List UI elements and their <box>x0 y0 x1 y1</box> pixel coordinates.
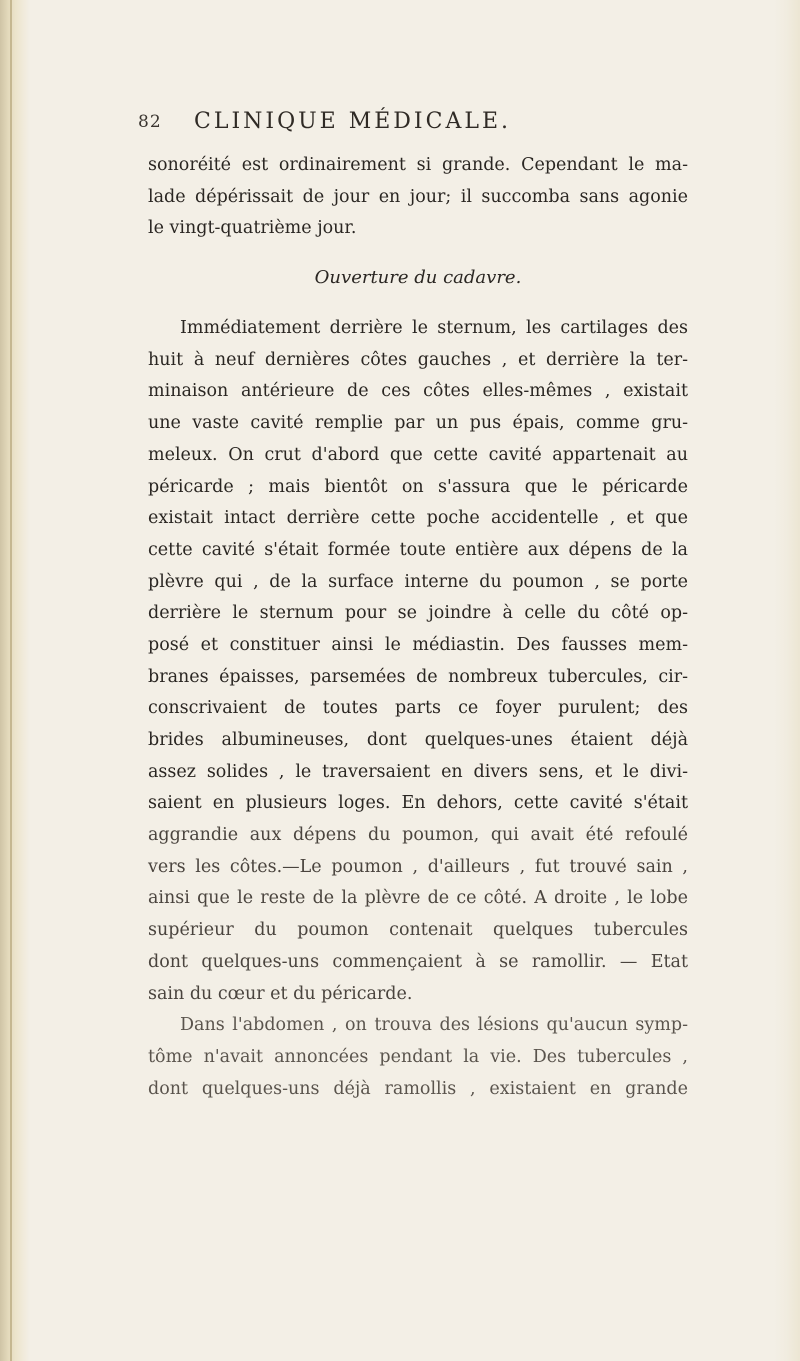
text-line: posé et constituer ainsi le médiastin. Des fausses mem- <box>148 634 688 655</box>
text-line: Dans l'abdomen , on trouva des lésions qu'aucun symp- <box>180 1015 688 1036</box>
text-line: vers les côtes.—Le poumon , d'ailleurs , fut trouvé sain , <box>148 856 688 877</box>
text-line: cette cavité s'était formée toute entière aux dépens de la <box>148 539 688 560</box>
text-line: le vingt-quatrième jour. <box>148 218 357 239</box>
text-line: assez solides , le traversaient en divers sens, et le divi- <box>148 761 688 782</box>
running-title: CLINIQUE MÉDICALE. <box>194 109 512 134</box>
binding-edge-line <box>10 0 12 1361</box>
text-line: sain du cœur et du péricarde. <box>148 983 413 1004</box>
text-line: dont quelques-uns déjà ramollis , existaient en grande <box>148 1078 688 1099</box>
text-line: sonoréité est ordinairement si grande. Cependant le ma- <box>148 155 688 175</box>
text-line: Immédiatement derrière le sternum, les cartilages des <box>180 318 688 339</box>
text-line: aggrandie aux dépens du poumon, qui avait été refoulé <box>148 825 688 846</box>
page-number: 82 <box>138 112 162 132</box>
text-line: conscrivaient de toutes parts ce foyer purulent; des <box>148 698 688 719</box>
text-line: huit à neuf dernières côtes gauches , et derrière la ter- <box>148 349 688 370</box>
text-line: dont quelques-uns commençaient à se ramollir. — Etat <box>148 951 688 972</box>
text-line: ainsi que le reste de la plèvre de ce côté. A droite , le lobe <box>148 888 688 909</box>
book-binding-shadow <box>0 0 30 1361</box>
text-line: saient en plusieurs loges. En dehors, cette cavité s'était <box>148 793 688 814</box>
text-line: lade dépérissait de jour en jour; il succomba sans agonie <box>148 186 688 207</box>
text-line: brides albumineuses, dont quelques-unes étaient déjà <box>148 730 688 750</box>
text-line: une vaste cavité remplie par un pus épais, comme gru- <box>148 413 688 434</box>
page-header <box>138 109 698 142</box>
section-title: Ouverture du cadavre. <box>314 267 522 289</box>
text-line: tôme n'avait annoncées pendant la vie. Des tubercules , <box>148 1046 688 1067</box>
text-line: péricarde ; mais bientôt on s'assura que le péricarde <box>148 476 688 497</box>
text-line: minaison antérieure de ces côtes elles-mêmes , existait <box>148 381 688 402</box>
page-body <box>148 150 688 1105</box>
text-line: branes épaisses, parsemées de nombreux tubercules, cir- <box>148 666 688 687</box>
text-line: plèvre qui , de la surface interne du poumon , se porte <box>148 571 688 592</box>
page-right-edge <box>774 0 800 1361</box>
text-line: meleux. On crut d'abord que cette cavité appartenait au <box>148 444 688 465</box>
text-line: existait intact derrière cette poche accidentelle , et que <box>148 508 688 529</box>
text-line: supérieur du poumon contenait quelques tubercules <box>148 920 688 941</box>
text-line: derrière le sternum pour se joindre à celle du côté op- <box>148 603 688 624</box>
